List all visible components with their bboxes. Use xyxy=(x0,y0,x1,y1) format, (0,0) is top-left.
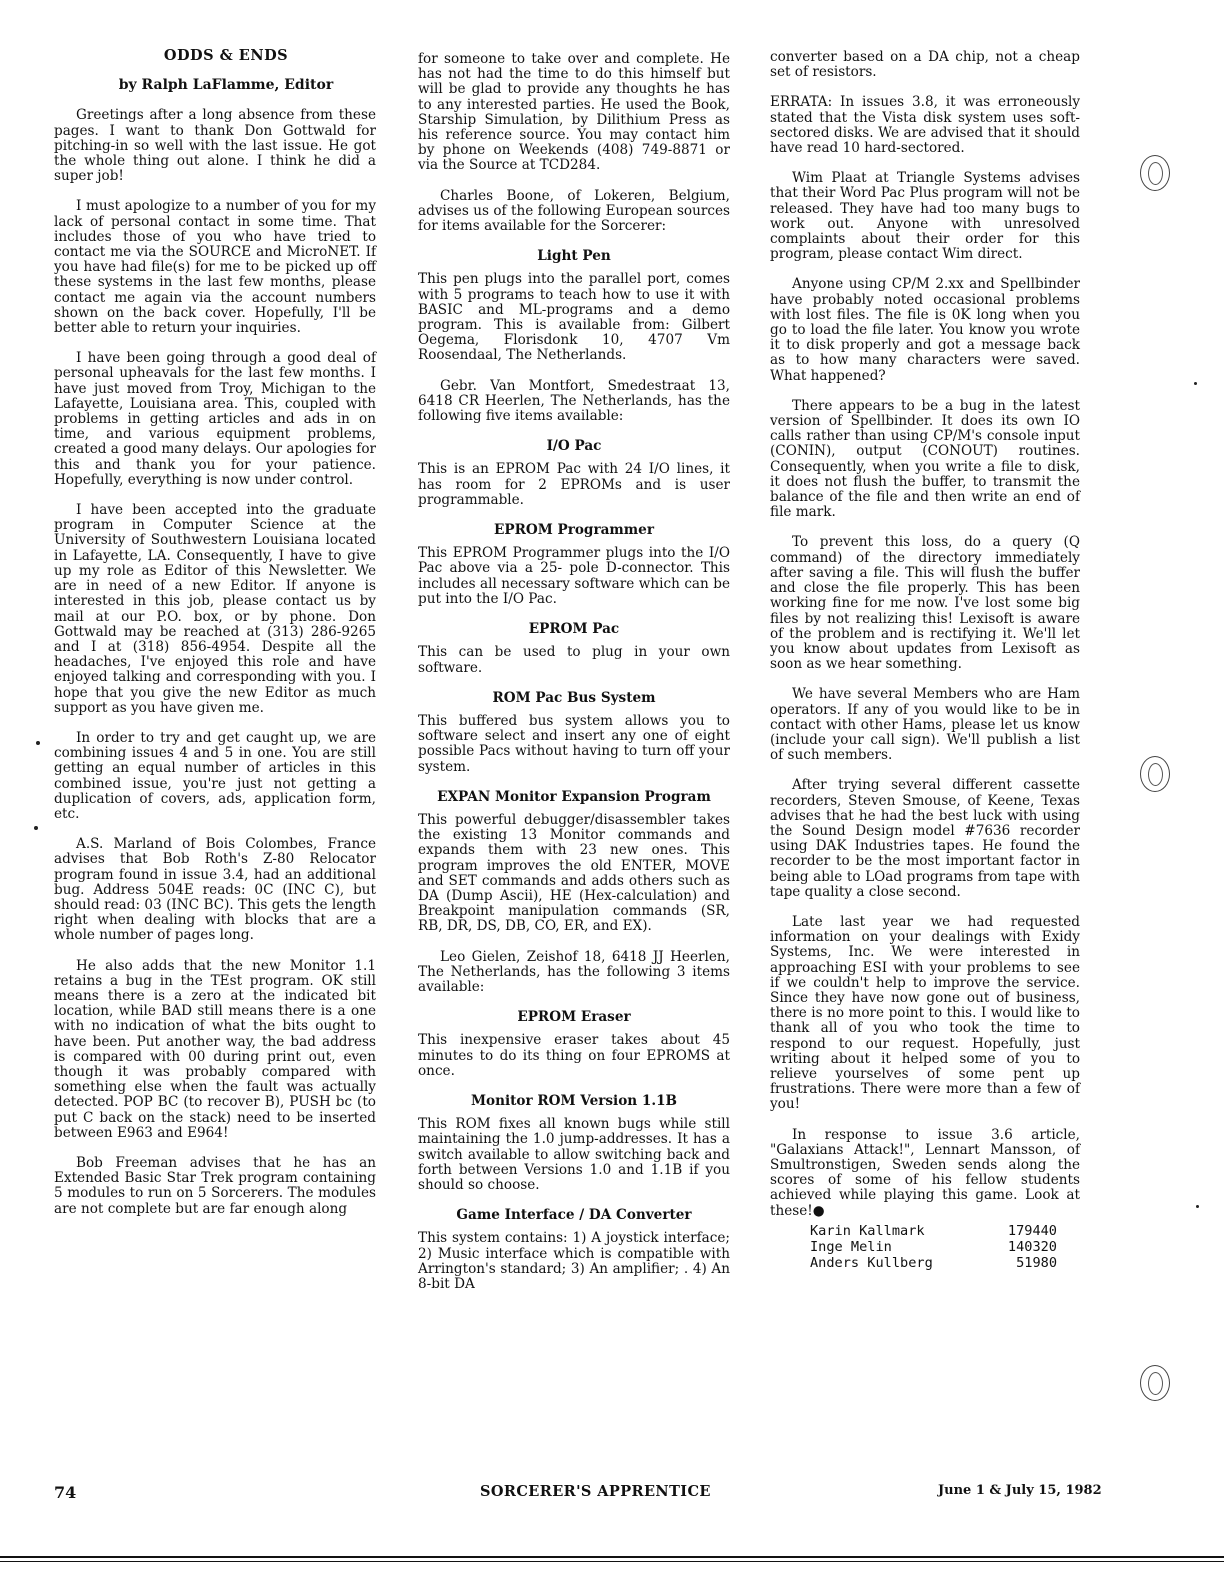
paragraph: This powerful debugger/disassembler takes the existing 13 Monitor commands and expands them with 23 new ones. This program improves the old ENTER, MOVE and SET commands and adds others such as DA (Dump Ascii), HE (Hex-calculation) and Breakpoint manipulation commands (SR, RB, DR, DS, DB, CO, ER, and EX). xyxy=(418,811,730,935)
player-score: 179440 xyxy=(1007,1222,1057,1239)
paragraph: for someone to take over and complete. He has not had the time to do this himself but will be glad to provide any thoughts he has to any interested parties. He used the Book, Starship Simulation, by Dilithium Press as his reference source. You may contact him by phone on Weekends (408) 749-8871 or via the Source at TCD284. xyxy=(418,51,730,174)
column-1 xyxy=(54,48,376,1232)
paragraph: I have been going through a good deal of personal upheavals for the last few months. I have just moved from Troy, Michigan to the Lafayette, Louisiana area. This, coupled with problems in getting articles and ads in on time, and various equipment problems, created a good many delays. Our apologies for this and thank you for your patience. Hopefully, everything is now under control. xyxy=(54,350,376,488)
player-score: 51980 xyxy=(1016,1254,1057,1271)
article-byline: by Ralph LaFlamme, Editor xyxy=(118,77,334,94)
paragraph: This system contains: 1) A joystick interface; 2) Music interface which is compatible with Arrington's standard; 3) An amplifier; . 4) An 8-bit DA xyxy=(418,1230,730,1292)
paragraph: A.S. Marland of Bois Colombes, France advises that Bob Roth's Z-80 Relocator program found in issue 3.4, had an additional bug. Address 504E reads: 0C (INC C), but should read: 03 (INC BC). This gets the length right when dealing with blocks that are a whole number of pages long. xyxy=(54,836,376,944)
subheading-io-pac: I/O Pac xyxy=(546,438,602,455)
player-name: Anders Kullberg xyxy=(810,1254,933,1271)
paragraph: This can be used to plug in your own software. xyxy=(418,644,730,676)
score-row xyxy=(810,1223,1080,1239)
paragraph: I must apologize to a number of you for my lack of personal contact in some time. That includes those of you who have tried to contact me via the SOURCE and MicroNET. If you have had file(s) for me to be picked up off these systems in the last few months, please contact me again via the account numbers shown on the back cover. Hopefully, I'll be better able to return your inquiries. xyxy=(54,198,376,337)
paragraph: I have been accepted into the graduate program in Computer Science at the University of Southwestern Louisiana located in Lafayette, LA. Consequently, I have to give up my role as Editor of this Newsletter. We are in need of a new Editor. If anyone is interested in this job, please contact us by mail at our P.O. box, or by phone. Don Gottwald may be reached at (313) 286-9265 and I at (318) 856-4954. Despite all the headaches, I've enjoyed this role and have enjoyed talking and corresponding with you. I hope that you give the new Editor as much support as you have given me. xyxy=(54,502,376,716)
paragraph: This inexpensive eraser takes about 45 minutes to do its thing on four EPROMS at once. xyxy=(418,1032,730,1079)
player-score: 140320 xyxy=(1007,1238,1057,1255)
subheading-eprom-programmer: EPROM Programmer xyxy=(493,522,654,539)
scan-speck xyxy=(1196,1205,1199,1208)
paragraph: We have several Members who are Ham operators. If any of you would like to be in contact with other Hams, please let us know (include your call sign). We'll publish a list of such members. xyxy=(770,686,1080,764)
paragraph: Wim Plaat at Triangle Systems advises that their Word Pac Plus program will not be released. They have had too many bugs to work out. Anyone with unresolved complaints about their order for this program, please contact Wim direct. xyxy=(770,170,1080,263)
paragraph: This buffered bus system allows you to software select and insert any one of eight possible Pacs without having to turn off your system. xyxy=(418,712,730,775)
subheading-expan: EXPAN Monitor Expansion Program xyxy=(437,788,711,805)
paragraph: To prevent this loss, do a query (Q command) of the directory immediately after saving a file. This will flush the buffer and close the file properly. This has been working fine for me now. I've lost some big files by not realizing this! Lexisoft is aware of the problem and is rectifying it. We'll let you know about updates from Lexisoft as soon as we hear something. xyxy=(770,534,1080,673)
subheading-eprom-pac: EPROM Pac xyxy=(528,621,620,638)
punch-hole-icon xyxy=(1140,1365,1170,1401)
paragraph: Bob Freeman advises that he has an Extended Basic Star Trek program containing 5 modules to run on 5 Sorcerers. The modules are not complete but are far enough along xyxy=(54,1155,376,1217)
column-3 xyxy=(770,50,1080,1271)
paragraph: Greetings after a long absence from these pages. I want to thank Don Gottwald for pitching-in so well with the last issue. He got the whole thing out alone. I think he did a super job! xyxy=(54,107,376,185)
paragraph: Late last year we had requested information on your dealings with Exidy Systems, Inc. We were interested in approaching ESI with your problems to see if we couldn't help to improve the service. Since they have now gone out of business, there is no more point to this. I would like to thank all of you who took the time to respond to our request. Hopefully, just writing about it helped some of you to relieve yourselves of some pent up frustrations. There were more than a few of you! xyxy=(770,913,1080,1113)
paragraph: There appears to be a bug in the latest version of Spellbinder. It does its own IO calls rather than using CP/M's console input (CONIN), output (CONOUT) routines. Consequently, when you write a file to disk, it does not flush the buffer, to transmit the balance of the file and then write an end of file mark. xyxy=(770,397,1080,521)
score-row xyxy=(810,1255,1080,1271)
page-number: 74 xyxy=(54,1483,77,1502)
scan-speck xyxy=(36,741,40,745)
score-row xyxy=(810,1239,1080,1255)
paragraph: Leo Gielen, Zeishof 18, 6418 JJ Heerlen, The Netherlands, has the following 3 items available: xyxy=(418,948,730,995)
bottom-rule xyxy=(0,1556,1224,1558)
article-title: ODDS & ENDS xyxy=(163,47,289,64)
scan-speck xyxy=(1194,382,1197,385)
subheading-rom-pac-bus: ROM Pac Bus System xyxy=(492,689,656,706)
paragraph: In order to try and get caught up, we are combining issues 4 and 5 in one. You are still getting an equal number of articles in this combined issue, you're just not getting a duplication of covers, ads, application form, etc. xyxy=(54,729,376,822)
player-name: Karin Kallmark xyxy=(810,1222,925,1239)
punch-hole-icon xyxy=(1140,756,1170,792)
subheading-light-pen: Light Pen xyxy=(537,248,611,265)
subheading-monitor-rom: Monitor ROM Version 1.1B xyxy=(470,1092,678,1109)
paragraph: This pen plugs into the parallel port, comes with 5 programs to teach how to use it with BASIC and ML-programs and a demo program. This is available from: Gilbert Oegema, Florisdonk 10, 4707 Vm Roosendaal, The Netherlands. xyxy=(418,271,730,364)
paragraph: This is an EPROM Pac with 24 I/O lines, it has room for 2 EPROMs and is user programmable. xyxy=(418,461,730,508)
paragraph: Anyone using CP/M 2.xx and Spellbinder have probably noted occasional problems with lost files. The file is 0K long when you go to load the file later. You know you wrote it to disk properly and got a message back as to how many characters were saved. What happened? xyxy=(770,276,1080,384)
paragraph: After trying several different cassette recorders, Steven Smouse, of Keene, Texas advises that he had the best luck with using the Sound Design model #7636 recorder using DAK Industries tapes. He found the recorder to be the most important factor in being able to LOad programs from tape with tape quality a close second. xyxy=(770,777,1080,900)
publication-title: SORCERER'S APPRENTICE xyxy=(480,1483,711,1500)
paragraph: Charles Boone, of Lokeren, Belgium, advises us of the following European sources for items available for the Sorcerer: xyxy=(418,187,730,235)
paragraph: Gebr. Van Montfort, Smedestraat 13, 6418 CR Heerlen, The Netherlands, has the following five items available: xyxy=(418,377,730,425)
paragraph: He also adds that the new Monitor 1.1 retains a bug in the TEst program. OK still means there is a zero at the indicated bit location, while BAD still means there is a one with no indication of what the bits ought to have been. Put another way, the bad address is compared with 00 during print out, even though it was probably compared with something else when the fault was actually detected. POP BC (to recover B), PUSH bc (to put C back on the stack) need to be inserted between E963 and E964! xyxy=(54,957,376,1141)
player-name: Inge Melin xyxy=(810,1238,892,1255)
paragraph: In response to issue 3.6 article, "Galaxians Attack!", Lennart Mansson, of Smultronstigen, Sweden sends along the scores of some of his fellow students achieved while playing this game. Look at these!● xyxy=(770,1126,1080,1219)
column-2 xyxy=(418,52,730,1307)
bottom-rule-thin xyxy=(0,1561,1224,1562)
subheading-game-interface: Game Interface / DA Converter xyxy=(456,1207,692,1224)
paragraph: This ROM fixes all known bugs while still maintaining the 1.0 jump-addresses. It has a switch available to allow switching back and forth between Versions 1.0 and 1.1B if you should so choose. xyxy=(418,1116,730,1193)
paragraph: ERRATA: In issues 3.8, it was erroneously stated that the Vista disk system uses soft-sectored disks. We are advised that it should have read 10 hard-sectored. xyxy=(770,94,1080,157)
paragraph: This EPROM Programmer plugs into the I/O Pac above via a 25- pole D-connector. This includes all necessary software which can be put into the I/O Pac. xyxy=(418,545,730,607)
score-table xyxy=(810,1223,1080,1271)
issue-date: June 1 & July 15, 1982 xyxy=(938,1483,1102,1498)
paragraph: converter based on a DA chip, not a cheap set of resistors. xyxy=(770,49,1080,81)
subheading-eprom-eraser: EPROM Eraser xyxy=(517,1009,631,1026)
punch-hole-icon xyxy=(1140,155,1170,191)
scan-speck xyxy=(34,826,38,830)
